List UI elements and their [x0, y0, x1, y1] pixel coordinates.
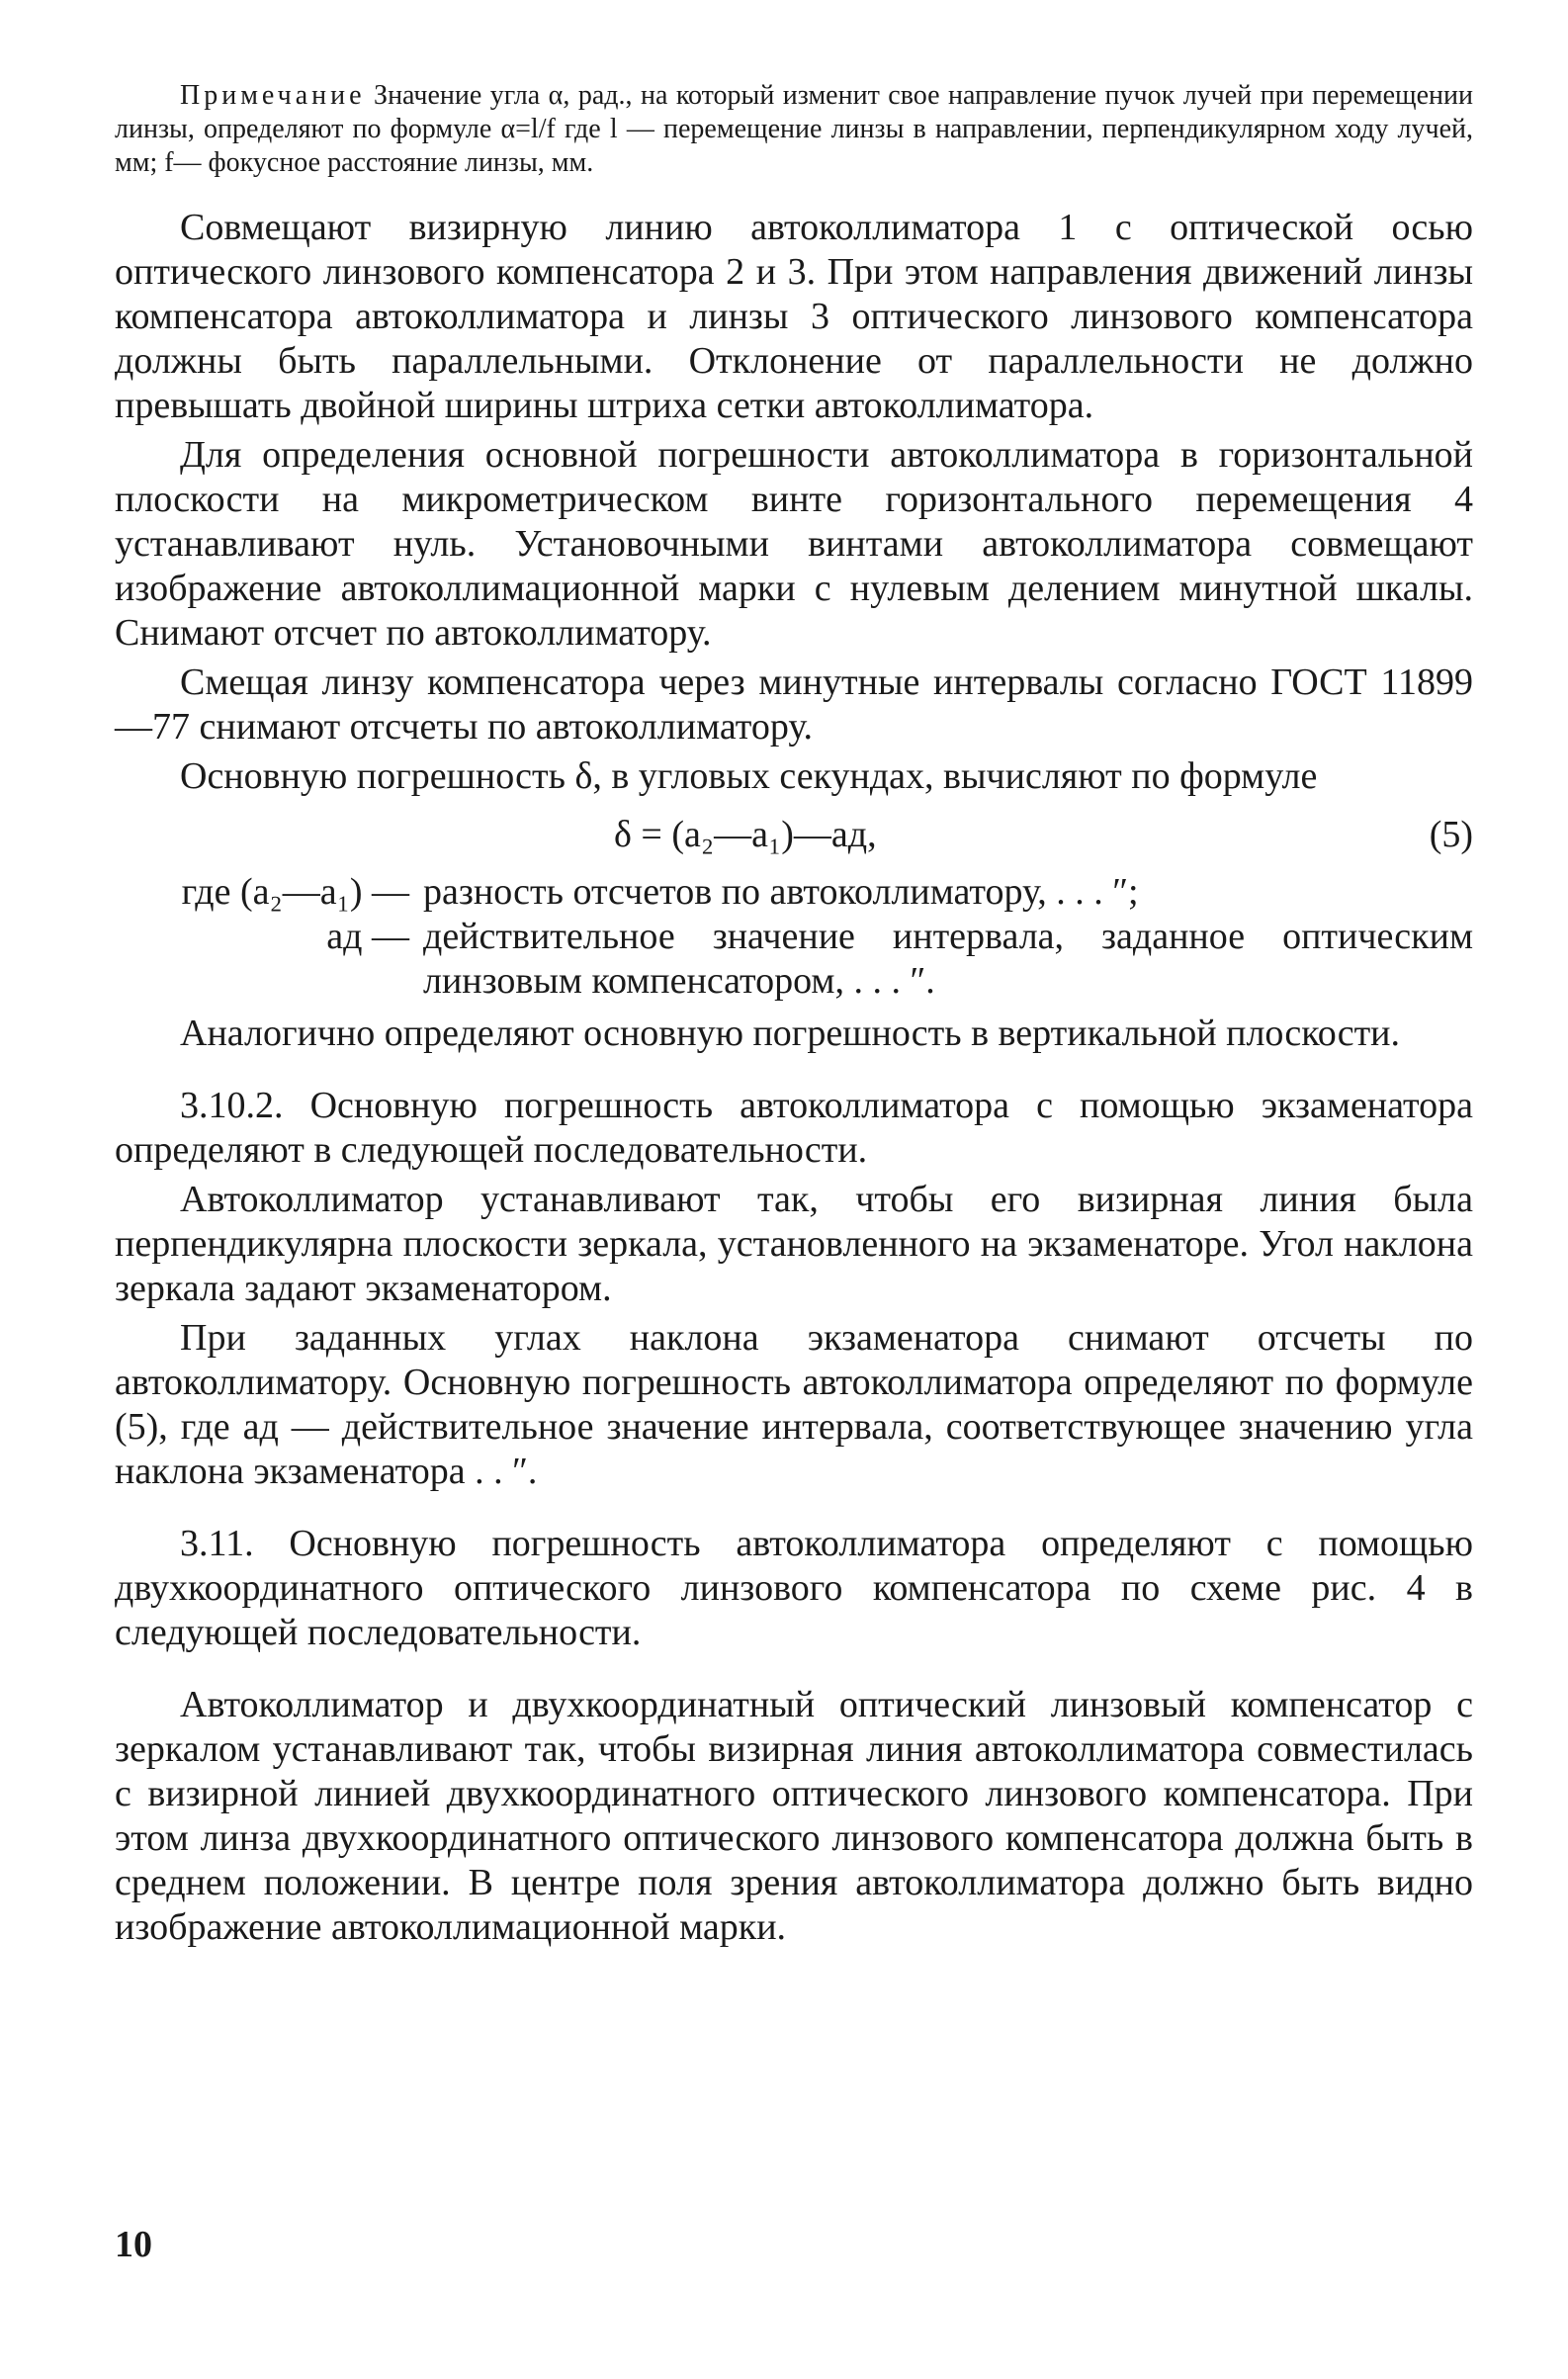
paragraph-lens-shift: Смещая линзу компенсатора через минутные интервалы согласно ГОСТ 11899—77 снимают отсчеты по автоколлиматору.: [115, 661, 1473, 748]
formula-legend: [115, 870, 1473, 1004]
section-3-11: 3.11. Основную погрешность автоколлиматора определяют с помощью двухкоординатного оптического линзового компенсатора по схеме рис. 4 в следующей последовательности.: [115, 1523, 1473, 1653]
note-block: [115, 79, 1473, 180]
paragraph-examiner-setup: Автоколлиматор устанавливают так, чтобы его визирная линия была перпендикулярна плоскости зеркала, установленного на экзаменаторе. Угол наклона зеркала задают экзаменатором.: [115, 1179, 1473, 1309]
note-text: Значение угла α, рад., на который изменит свое направление пучок лучей при перемещении линзы, определяют по формуле α=l/f где l — перемещение линзы в направлении, перпендикулярном ходу лучей, мм; f— фокусное расстояние линзы, мм.: [115, 80, 1473, 178]
paragraph-vertical-error: Аналогично определяют основную погрешность в вертикальной плоскости.: [180, 1013, 1401, 1054]
legend-def-actual: действительное значение интервала, заданное оптическим линзовым компенсатором, . . . ″.: [423, 916, 1473, 1002]
paragraph-formula-intro: Основную погрешность δ, в угловых секундах, вычисляют по формуле: [180, 755, 1318, 797]
legend-term-actual: aд —: [326, 916, 409, 957]
legend-def-difference: разность отсчетов по автоколлиматору, . . . ″;: [423, 871, 1139, 913]
formula-number: (5): [1429, 814, 1473, 855]
note-label: Примечание: [180, 80, 366, 111]
paragraph-two-coordinate-setup: Автоколлиматор и двухкоординатный оптический линзовый компенсатор с зеркалом устанавливают так, чтобы визирная линия автоколлиматора совместилась с визирной линией двухкоординатного оптического линзового компенсатора. При этом линза двухкоординатного оптического линзового компенсатора должна быть в среднем положении. В центре поля зрения автоколлиматора должно быть видно изображение автоколлимационной марки.: [115, 1684, 1473, 1948]
formula-expression: δ = (a₂—a₁)—aд,: [614, 814, 877, 855]
formula-5: [115, 811, 1473, 862]
legend-term-difference: где (a₂—a₁) —: [181, 871, 409, 913]
section-3-10-2: 3.10.2. Основную погрешность автоколлиматора с помощью экзаменатора определяют в следующей последовательности.: [115, 1085, 1473, 1171]
paragraph-alignment: Совмещают визирную линию автоколлиматора 1 с оптической осью оптического линзового компенсатора 2 и 3. При этом направления движений линзы компенсатора автоколлиматора и линзы 3 оптического линзового компенсатора должны быть параллельными. Отклонение от параллельности не должно превышать двойной ширины штриха сетки автоколлиматора.: [115, 207, 1473, 426]
page-number: 10: [115, 2224, 152, 2265]
paragraph-examiner-readings: При заданных углах наклона экзаменатора снимают отсчеты по автоколлиматору. Основную погрешность автоколлиматора определяют по формуле (5), где aд — действительное значение интервала, соответствующее значению угла наклона экзаменатора . . ″.: [115, 1317, 1473, 1492]
paragraph-horizontal-error: Для определения основной погрешности автоколлиматора в горизонтальной плоскости на микрометрическом винте горизонтального перемещения 4 устанавливают нуль. Установочными винтами автоколлиматора совмещают изображение автоколлимационной марки с нулевым делением минутной шкалы. Снимают отсчет по автоколлиматору.: [115, 434, 1473, 654]
